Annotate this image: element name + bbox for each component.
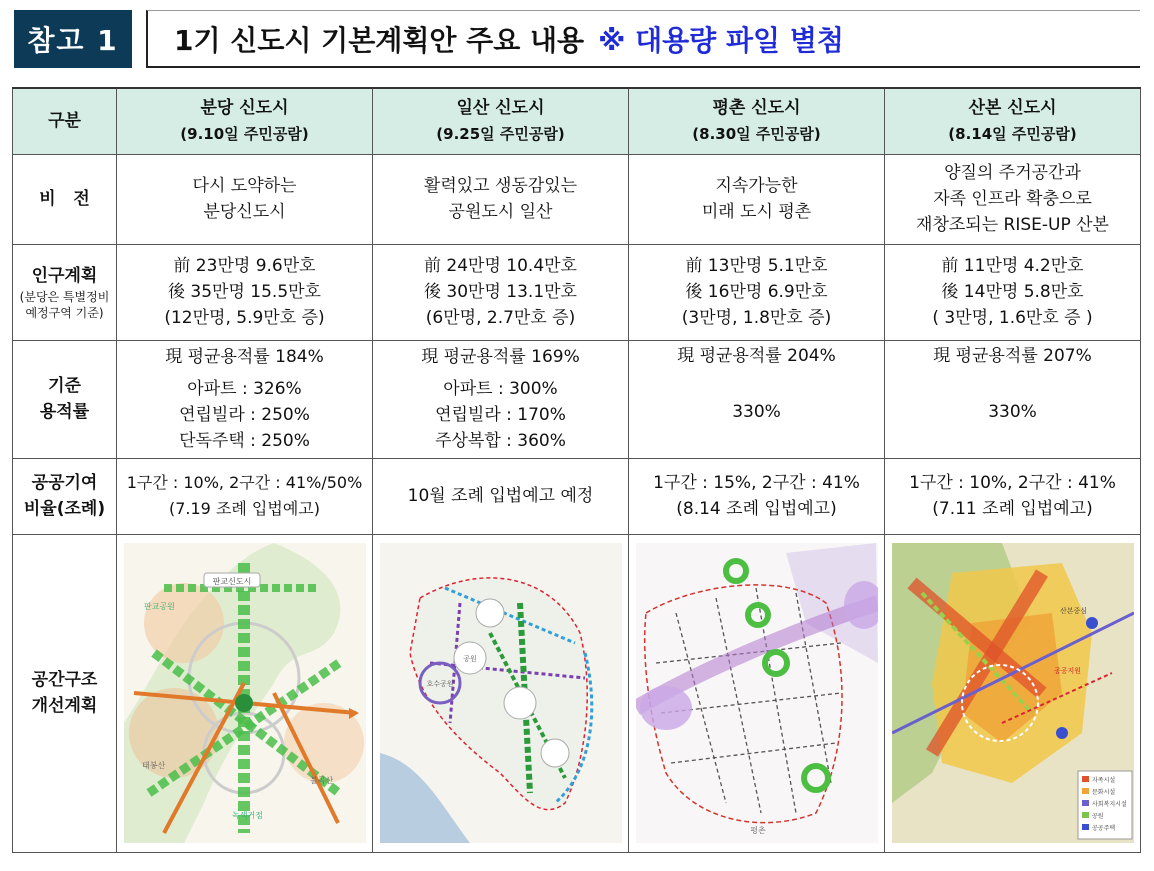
table-row-spatial xyxy=(13,534,1141,852)
public-bundang: 1구간 : 10%, 2구간 : 41%/50% (7.19 조례 입법예고) xyxy=(117,458,373,534)
bundang-map-image xyxy=(124,543,366,843)
population-pyeongchon: 前 13만명 5.1만호 後 16만명 6.9만호 (3만명, 1.8만호 증) xyxy=(629,244,885,340)
far-ilsan: 現 평균용적률 169% 아파트 : 300% 연립빌라 : 170% 주상복합 : 360% xyxy=(373,340,629,458)
page-title: 1기 신도시 기본계획안 주요 내용 xyxy=(174,23,585,57)
svg-text:공원: 공원 xyxy=(1091,813,1104,820)
svg-text:판교신도시: 판교신도시 xyxy=(212,577,251,586)
svg-text:산본중심: 산본중심 xyxy=(1059,607,1087,615)
svg-text:평촌: 평촌 xyxy=(749,826,766,835)
map-cell-sanbon xyxy=(885,534,1141,852)
svg-text:호수공원: 호수공원 xyxy=(425,680,454,688)
attachment-note: ※ 대용량 파일 별첨 xyxy=(598,23,844,57)
row-label-vision: 비 전 xyxy=(13,154,117,244)
table-row-vision xyxy=(13,154,1141,244)
column-header-sanbon: 산본 신도시 (8.14일 주민공람) xyxy=(885,88,1141,154)
far-sanbon: 現 평균용적률 207% 330% xyxy=(885,340,1141,458)
vision-pyeongchon: 지속가능한 미래 도시 평촌 xyxy=(629,154,885,244)
table-row-far xyxy=(13,340,1141,458)
ilsan-map-image xyxy=(380,543,622,843)
far-bundang: 現 평균용적률 184% 아파트 : 326% 연립빌라 : 250% 단독주택 : 250% xyxy=(117,340,373,458)
page-header xyxy=(14,10,1140,70)
pyeongchon-map-image xyxy=(636,543,878,843)
svg-text:공공주택: 공공주택 xyxy=(1091,825,1115,832)
svg-text:공원: 공원 xyxy=(462,655,477,663)
far-pyeongchon: 現 평균용적률 204% 330% xyxy=(629,340,885,458)
population-ilsan: 前 24만명 10.4만호 後 30만명 13.1만호 (6만명, 2.7만호 증) xyxy=(373,244,629,340)
comparison-table xyxy=(12,87,1141,853)
public-pyeongchon: 1구간 : 15%, 2구간 : 41% (8.14 조례 입법예고) xyxy=(629,458,885,534)
map-cell-bundang xyxy=(117,534,373,852)
row-label-population: 인구계획 (분당은 특별정비 예정구역 기준) xyxy=(13,244,117,340)
svg-text:녹색거점: 녹색거점 xyxy=(231,811,263,820)
row-label-spatial: 공간구조 개선계획 xyxy=(13,534,117,852)
map-cell-pyeongchon xyxy=(629,534,885,852)
svg-text:불곡산: 불곡산 xyxy=(309,776,333,785)
column-header-bundang: 분당 신도시 (9.10일 주민공람) xyxy=(117,88,373,154)
reference-badge: 참고 1 xyxy=(14,10,132,68)
sanbon-map-legend xyxy=(1078,771,1132,839)
row-label-far: 기준 용적률 xyxy=(13,340,117,458)
public-ilsan: 10월 조례 입법예고 예정 xyxy=(373,458,629,534)
table-row-public-contribution xyxy=(13,458,1141,534)
map-cell-ilsan xyxy=(373,534,629,852)
svg-text:공공지원: 공공지원 xyxy=(1053,667,1081,675)
sanbon-map-image xyxy=(892,543,1134,843)
vision-ilsan: 활력있고 생동감있는 공원도시 일산 xyxy=(373,154,629,244)
svg-text:자족시설: 자족시설 xyxy=(1091,777,1115,784)
population-sanbon: 前 11만명 4.2만호 後 14만명 5.8만호 ( 3만명, 1.6만호 증 ) xyxy=(885,244,1141,340)
title-box xyxy=(146,10,1140,68)
svg-text:태봉산: 태봉산 xyxy=(141,761,165,770)
column-header-ilsan: 일산 신도시 (9.25일 주민공람) xyxy=(373,88,629,154)
svg-text:문화시설: 문화시설 xyxy=(1091,789,1115,796)
svg-text:판교공원: 판교공원 xyxy=(143,602,175,611)
row-label-public: 공공기여 비율(조례) xyxy=(13,458,117,534)
public-sanbon: 1구간 : 10%, 2구간 : 41% (7.11 조례 입법예고) xyxy=(885,458,1141,534)
header-corner: 구분 xyxy=(13,88,117,154)
table-row-population xyxy=(13,244,1141,340)
vision-bundang: 다시 도약하는 분당신도시 xyxy=(117,154,373,244)
vision-sanbon: 양질의 주거공간과 자족 인프라 확충으로 재창조되는 RISE-UP 산본 xyxy=(885,154,1141,244)
table-header-row xyxy=(13,88,1141,154)
population-bundang: 前 23만명 9.6만호 後 35만명 15.5만호 (12만명, 5.9만호 증) xyxy=(117,244,373,340)
svg-text:사회복지시설: 사회복지시설 xyxy=(1091,801,1127,808)
column-header-pyeongchon: 평촌 신도시 (8.30일 주민공람) xyxy=(629,88,885,154)
